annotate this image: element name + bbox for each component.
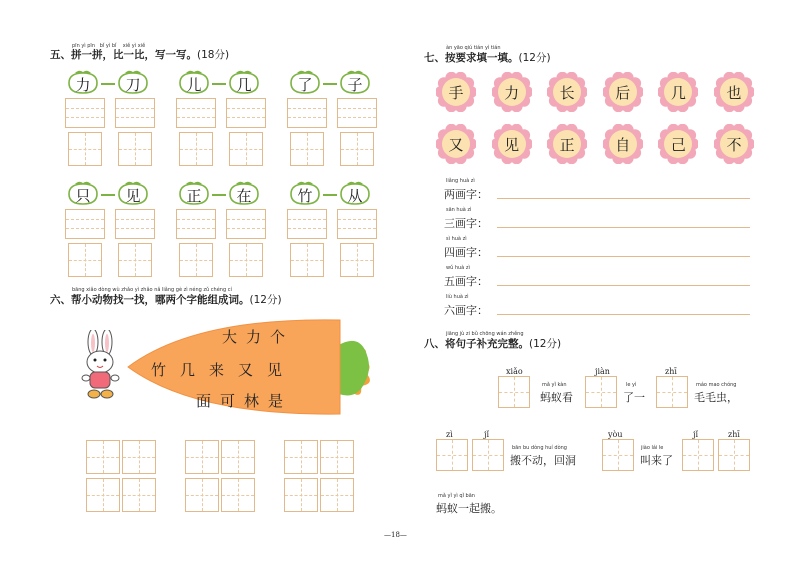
character-leaf (287, 70, 323, 96)
carrot-character[interactable]: 个 (270, 328, 286, 346)
character-writing-grid[interactable] (340, 243, 374, 277)
character-flower (714, 124, 754, 164)
character-flower (603, 72, 643, 112)
word-answer-grid[interactable] (320, 440, 354, 474)
character-writing-grid[interactable] (118, 243, 152, 277)
page-number: —18— (384, 531, 407, 539)
pair-connector (323, 83, 337, 85)
carrot-character[interactable]: 竹 (151, 361, 167, 379)
character-writing-grid[interactable] (68, 132, 102, 166)
stroke-count-pinyin: sì huà zì (446, 236, 467, 242)
character-flower (603, 124, 643, 164)
word-answer-grid[interactable] (185, 478, 219, 512)
flower-character: 几 (670, 84, 686, 102)
character-writing-grid[interactable] (179, 243, 213, 277)
q6-title: 六、帮小动物找一找，哪两个字能组成词。(12分) (50, 294, 282, 306)
carrot-character[interactable]: 可 (220, 392, 236, 410)
pair-connector (101, 194, 115, 196)
character-leaf (115, 70, 151, 96)
character-writing-grid[interactable] (68, 243, 102, 277)
q8-text1: 蚂蚁看 (540, 391, 573, 404)
word-answer-grid[interactable] (221, 478, 255, 512)
q8-answer-box-4[interactable] (436, 439, 468, 471)
leaf-character: 儿 (186, 76, 202, 94)
stroke-count-pinyin: liù huà zì (446, 294, 469, 300)
q8-box4-pinyin: zì (446, 430, 453, 439)
character-flower (436, 124, 476, 164)
leaf-character: 力 (75, 76, 91, 94)
q8-text4: 搬不动，回洞 (510, 454, 576, 467)
flower-character: 长 (559, 84, 575, 102)
word-answer-grid[interactable] (86, 478, 120, 512)
pinyin-writing-lines[interactable] (176, 209, 216, 239)
pinyin-writing-lines[interactable] (226, 98, 266, 128)
carrot-character[interactable]: 见 (267, 361, 283, 379)
flower-character: 正 (559, 136, 575, 154)
answer-line[interactable] (497, 256, 750, 257)
leaf-character: 了 (297, 76, 313, 94)
leaf-character: 从 (347, 187, 363, 205)
word-answer-grid[interactable] (284, 478, 318, 512)
q8-box7-pinyin: jǐ (693, 430, 699, 439)
q8-box1-pinyin: xiǎo (506, 367, 523, 376)
character-writing-grid[interactable] (290, 243, 324, 277)
stroke-count-pinyin: wǔ huà zì (446, 265, 470, 271)
leaf-character: 在 (236, 187, 252, 205)
stroke-count-label: 四画字： (444, 246, 488, 259)
pinyin-writing-lines[interactable] (226, 209, 266, 239)
carrot-character[interactable]: 几 (180, 361, 196, 379)
character-leaf (176, 70, 212, 96)
character-flower (492, 124, 532, 164)
pinyin-writing-lines[interactable] (176, 98, 216, 128)
stroke-count-pinyin: sān huà zì (446, 207, 472, 213)
flower-character: 自 (615, 136, 631, 154)
character-flower (658, 124, 698, 164)
pinyin-writing-lines[interactable] (65, 209, 105, 239)
q8-text6: 蚂蚁一起搬。 (436, 502, 502, 515)
q7-pinyin: àn yāo qiú tián yì tián (446, 45, 501, 51)
word-answer-grid[interactable] (86, 440, 120, 474)
pinyin-writing-lines[interactable] (115, 209, 155, 239)
character-leaf (65, 181, 101, 207)
q8-text2-pinyin: le yì (626, 382, 637, 388)
carrot-character[interactable]: 来 (209, 361, 225, 379)
q8-text3-pinyin: máo mao chóng (696, 382, 737, 388)
answer-line[interactable] (497, 198, 750, 199)
q8-answer-box-8[interactable] (718, 439, 750, 471)
pair-connector (323, 194, 337, 196)
flower-character: 又 (448, 136, 464, 154)
pinyin-writing-lines[interactable] (65, 98, 105, 128)
q5-pinyin: pīn yì pīn bǐ yì bǐ xiě yì xiě (72, 43, 146, 49)
character-writing-grid[interactable] (118, 132, 152, 166)
pinyin-writing-lines[interactable] (337, 98, 377, 128)
q5-title: 五、拼一拼，比一比，写一写。(18分) (50, 49, 230, 61)
q8-answer-box-3[interactable] (656, 376, 688, 408)
character-leaf (226, 70, 262, 96)
character-writing-grid[interactable] (179, 132, 213, 166)
leaf-character: 正 (186, 187, 202, 205)
q8-text5-pinyin: jiào lái le (641, 445, 664, 451)
answer-line[interactable] (497, 314, 750, 315)
leaf-character: 子 (347, 76, 363, 94)
q8-text2: 了一 (623, 391, 645, 404)
character-leaf (287, 181, 323, 207)
q8-text4-pinyin: bān bu dòng huí dòng (512, 445, 567, 451)
leaf-character: 刀 (125, 76, 141, 94)
q8-answer-box-1[interactable] (498, 376, 530, 408)
q8-box6-pinyin: yòu (608, 430, 623, 439)
pinyin-writing-lines[interactable] (337, 209, 377, 239)
character-flower (714, 72, 754, 112)
q8-box2-pinyin: jiàn (595, 367, 610, 376)
q8-text6-pinyin: mǎ yǐ yì qǐ bān (438, 493, 475, 499)
character-flower (658, 72, 698, 112)
carrot-character[interactable]: 面 (196, 392, 212, 410)
stroke-count-label: 六画字： (444, 304, 488, 317)
flower-character: 力 (504, 84, 520, 102)
q8-answer-box-5[interactable] (472, 439, 504, 471)
q8-box8-pinyin: zhī (728, 430, 740, 439)
leaf-character: 竹 (297, 187, 313, 205)
pair-connector (212, 83, 226, 85)
character-flower (547, 72, 587, 112)
carrot-character[interactable]: 林 (244, 392, 260, 410)
pair-connector (212, 194, 226, 196)
leaf-character: 只 (75, 187, 91, 205)
q8-box5-pinyin: jǐ (484, 430, 490, 439)
word-answer-grid[interactable] (320, 478, 354, 512)
q8-title: 八、将句子补充完整。(12分) (424, 338, 562, 350)
carrot-character[interactable]: 是 (268, 392, 284, 410)
flower-character: 不 (726, 136, 742, 154)
q8-box3-pinyin: zhī (665, 367, 677, 376)
q8-text5: 叫来了 (640, 454, 673, 467)
flower-character: 己 (670, 136, 686, 154)
word-answer-grid[interactable] (284, 440, 318, 474)
character-leaf (115, 181, 151, 207)
pinyin-writing-lines[interactable] (287, 98, 327, 128)
q8-answer-box-6[interactable] (602, 439, 634, 471)
word-answer-grid[interactable] (122, 478, 156, 512)
flower-character: 见 (504, 136, 520, 154)
q7-title: 七、按要求填一填。(12分) (424, 52, 551, 64)
leaf-character: 见 (125, 187, 141, 205)
word-answer-grid[interactable] (122, 440, 156, 474)
character-writing-grid[interactable] (290, 132, 324, 166)
stroke-count-label: 两画字： (444, 188, 488, 201)
pinyin-writing-lines[interactable] (287, 209, 327, 239)
character-leaf (337, 181, 373, 207)
character-flower (436, 72, 476, 112)
q8-text1-pinyin: mǎ yǐ kàn (542, 382, 567, 388)
carrot-character[interactable]: 又 (238, 361, 254, 379)
carrot-character[interactable]: 大 (222, 328, 238, 346)
stroke-count-label: 五画字： (444, 275, 488, 288)
character-leaf (176, 181, 212, 207)
answer-line[interactable] (497, 227, 750, 228)
character-leaf (65, 70, 101, 96)
flower-character: 手 (448, 84, 464, 102)
bunny-illustration (75, 330, 125, 402)
pinyin-writing-lines[interactable] (115, 98, 155, 128)
word-answer-grid[interactable] (221, 440, 255, 474)
flower-character: 也 (726, 84, 742, 102)
flower-character: 后 (615, 84, 631, 102)
character-writing-grid[interactable] (229, 243, 263, 277)
word-answer-grid[interactable] (185, 440, 219, 474)
q8-pinyin: jiāng jù zi bǔ chōng wán zhěng (446, 331, 524, 337)
character-flower (492, 72, 532, 112)
pair-connector (101, 83, 115, 85)
q8-answer-box-2[interactable] (585, 376, 617, 408)
character-writing-grid[interactable] (229, 132, 263, 166)
answer-line[interactable] (497, 285, 750, 286)
character-leaf (226, 181, 262, 207)
q8-text3: 毛毛虫， (694, 391, 738, 404)
q8-answer-box-7[interactable] (682, 439, 714, 471)
stroke-count-label: 三画字： (444, 217, 488, 230)
stroke-count-pinyin: liǎng huà zì (446, 178, 475, 184)
q6-pinyin: bāng xiǎo dòng wù zhǎo yì zhǎo nǎ liǎng gè zì néng zǔ chéng cí (72, 287, 232, 293)
character-writing-grid[interactable] (340, 132, 374, 166)
leaf-character: 几 (236, 76, 252, 94)
character-flower (547, 124, 587, 164)
carrot-character[interactable]: 力 (246, 328, 262, 346)
character-leaf (337, 70, 373, 96)
